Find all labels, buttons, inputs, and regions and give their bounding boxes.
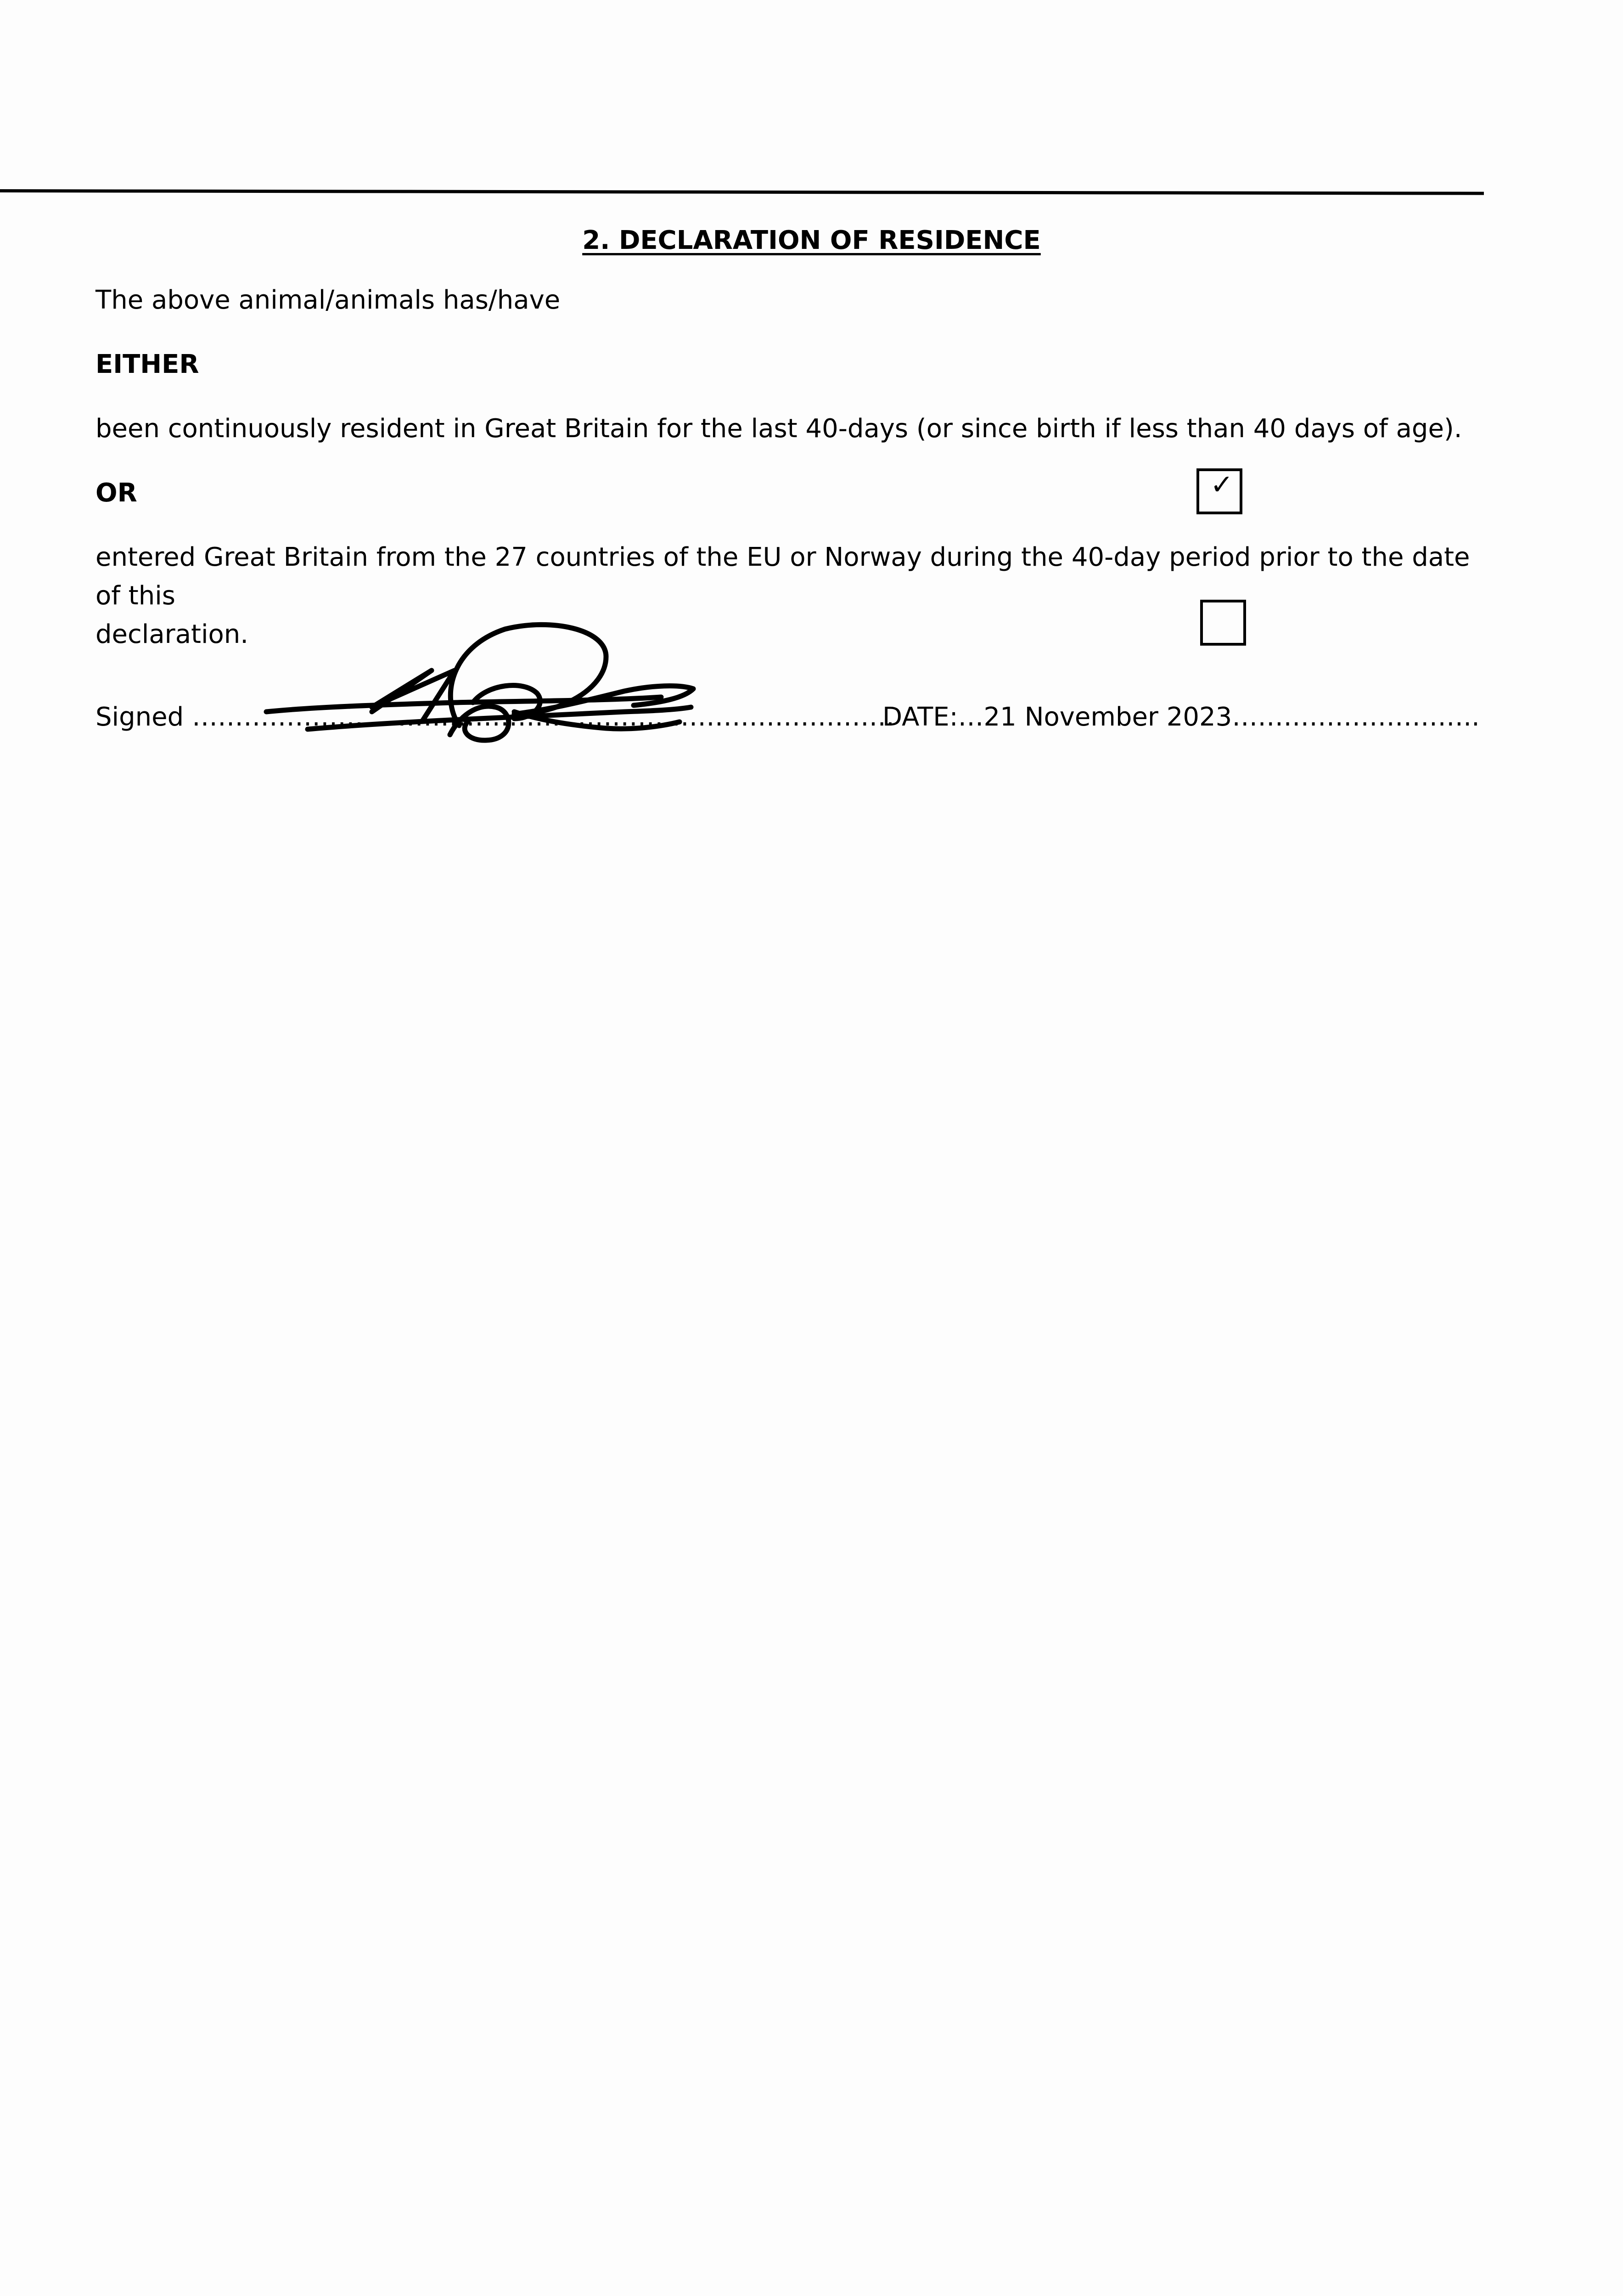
section-heading-text: 2. DECLARATION OF RESIDENCE (582, 225, 1041, 255)
option-1-text: been continuously resident in Great Britain for the last 40-days (or since birth if less than 40 days of age). (95, 414, 1462, 444)
handwritten-signature-image (257, 620, 707, 748)
signed-line: Signed ………………………………………………………………………. (95, 702, 894, 732)
date-line: DATE:…21 November 2023……………………….. (882, 702, 1480, 732)
either-label: EITHER (95, 349, 199, 379)
intro-text: The above animal/animals has/have (95, 285, 561, 315)
option-2-text-line-2: declaration. (95, 619, 249, 649)
option-1-checkbox[interactable] (1196, 468, 1242, 514)
or-label: OR (95, 478, 137, 508)
checkmark-icon: ✓ (1210, 469, 1234, 501)
option-2-text-line-1: entered Great Britain from the 27 countries of the EU or Norway during the 40-day period prior to the date of this (95, 542, 1470, 611)
option-2-checkbox[interactable] (1200, 600, 1246, 646)
section-heading (0, 221, 1623, 260)
top-divider-line (0, 189, 1484, 195)
